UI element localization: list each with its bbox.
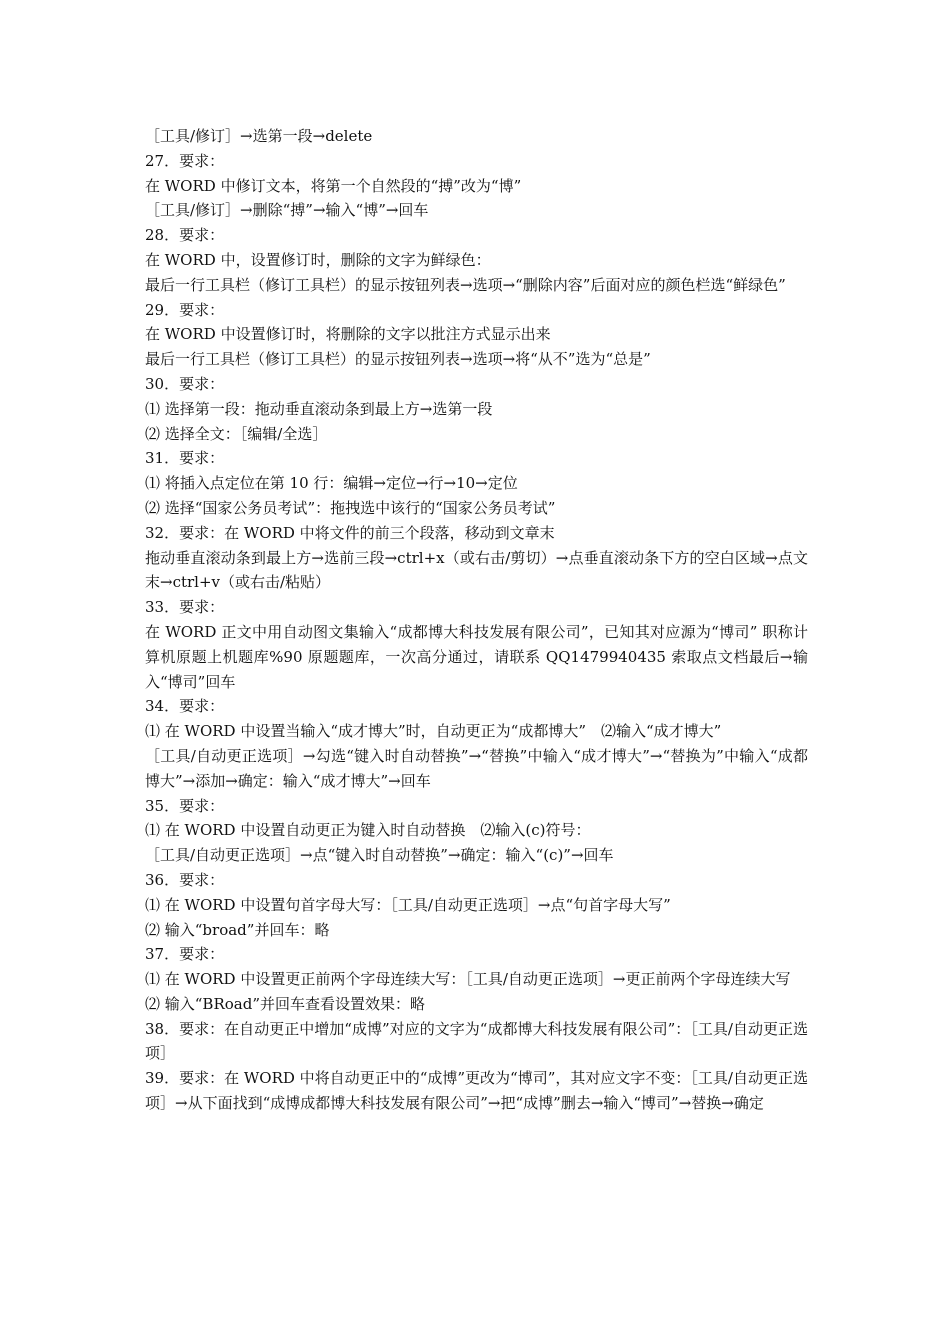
text-line: 在 WORD 中设置修订时，将删除的文字以批注方式显示出来	[145, 325, 551, 344]
question-heading-27: 27．要求：	[145, 151, 225, 170]
text-line: 在 WORD 中，设置修订时，删除的文字为鲜绿色：	[145, 250, 491, 269]
text-line: 拖动垂直滚动条到最上方→选前三段→ctrl+x（或右击/剪切）→点垂直滚动条下方的空白区域→点文末→ctrl+v（或右击/粘贴）	[145, 548, 808, 592]
text-line: ⑵ 选择全文：［编辑/全选］	[145, 424, 328, 443]
text-line: ⑴ 在 WORD 中设置更正前两个字母连续大写：［工具/自动更正选项］→更正前两个字母连续大写	[145, 970, 791, 989]
question-heading-36: 36．要求：	[145, 870, 225, 889]
text-line: ⑵ 输入“BRoad”并回车查看设置效果：略	[145, 994, 425, 1013]
question-heading-37: 37．要求：	[145, 945, 225, 964]
question-heading-30: 30．要求：	[145, 374, 225, 393]
question-heading-32: 32．要求：在 WORD 中将文件的前三个段落，移动到文章末	[145, 523, 555, 542]
question-heading-31: 31．要求：	[145, 449, 225, 468]
text-line: ⑴ 选择第一段：拖动垂直滚动条到最上方→选第一段	[145, 399, 493, 418]
text-line: 最后一行工具栏（修订工具栏）的显示按钮列表→选项→“删除内容”后面对应的颜色栏选“鲜绿色”	[145, 275, 786, 294]
text-line: ⑴ 在 WORD 中设置句首字母大写：［工具/自动更正选项］→点“句首字母大写”	[145, 895, 671, 914]
question-heading-35: 35．要求：	[145, 796, 225, 815]
text-line: 最后一行工具栏（修订工具栏）的显示按钮列表→选项→将“从不”选为“总是”	[145, 350, 651, 369]
question-heading-38: 38．要求：在自动更正中增加“成博”对应的文字为“成都博大科技发展有限公司”：［工具/自动更正选项］	[145, 1019, 808, 1063]
question-heading-29: 29．要求：	[145, 300, 225, 319]
text-line: ⑴ 在 WORD 中设置自动更正为键入时自动替换 ⑵输入(c)符号：	[145, 821, 591, 840]
question-heading-39: 39．要求：在 WORD 中将自动更正中的“成博”更改为“博司”，其对应文字不变：［工具/自动更正选项］→从下面找到“成博成都博大科技发展有限公司”→把“成博”删去→输入“博司”→替换→确定	[145, 1069, 808, 1113]
text-line: ［工具/自动更正选项］→点“键入时自动替换”→确定：输入“(c)”→回车	[145, 846, 614, 865]
text-line: 在 WORD 正文中用自动图文集输入“成都博大科技发展有限公司”，已知其对应源为“博司” 职称计算机原题上机题库%90 原题题库，一次高分通过，请联系 QQ1479940435 索取点文档最后→输入“博司”回车	[145, 622, 808, 691]
question-heading-33: 33．要求：	[145, 598, 225, 617]
text-line: ⑵ 选择“国家公务员考试”：拖拽选中该行的“国家公务员考试”	[145, 498, 556, 517]
text-line: ［工具/修订］→选第一段→delete	[145, 127, 373, 145]
text-line: ⑵ 输入“broad”并回车：略	[145, 920, 330, 939]
text-line: ［工具/自动更正选项］→勾选“键入时自动替换”→“替换”中输入“成才博大”→“替换为”中输入“成都博大”→添加→确定：输入“成才博大”→回车	[145, 746, 808, 790]
text-line: ⑴ 在 WORD 中设置当输入“成才博大”时，自动更正为“成都博大” ⑵输入“成才博大”	[145, 722, 722, 741]
text-line: 在 WORD 中修订文本，将第一个自然段的“搏”改为“博”	[145, 176, 522, 195]
question-heading-28: 28．要求：	[145, 226, 225, 245]
text-line: ⑴ 将插入点定位在第 10 行：编辑→定位→行→10→定位	[145, 474, 518, 493]
question-heading-34: 34．要求：	[145, 697, 225, 716]
document-body	[145, 124, 808, 1116]
text-line: ［工具/修订］→删除“搏”→输入“博”→回车	[145, 201, 429, 220]
